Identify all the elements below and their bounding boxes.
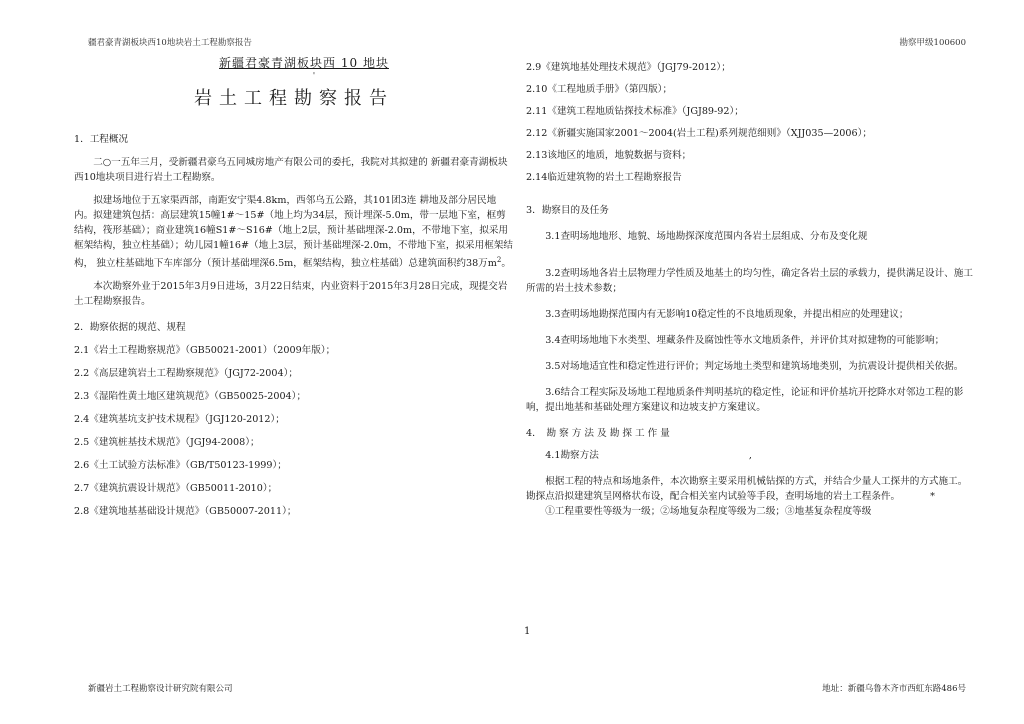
reference-item: 2.7《建筑抗震设计规范》（GB50011-2010）；: [74, 483, 278, 495]
task-item: 3.3查明场地勘探范围内有无影响10稳定性的不良地质现象，并提出相应的处理建议；: [545, 309, 909, 320]
reference-item: 2.13该地区的地质，地貌数据与资料；: [526, 150, 692, 161]
section-4-1-paragraph: [526, 474, 976, 504]
title-mark: ': [312, 71, 316, 80]
header-left-text: 疆君豪青湖板块西10地块岩土工程勘察报告: [88, 38, 252, 48]
area-unit-superscript: 2: [496, 256, 502, 264]
reference-item: 2.12《新疆实施国家2001～2004(岩土工程)系列规范细则》（XJJ035—2006）；: [526, 128, 872, 139]
reference-item: 2.1《岩土工程勘察规范》（GB50021-2001）（2009年版）；: [74, 345, 336, 357]
section-4-heading: 4． 勘 察 方 法 及 勘 探 工 作 量: [526, 428, 670, 439]
section-4-1-mark-2: *: [930, 491, 935, 502]
report-title: 岩土工程勘察报告: [194, 88, 394, 109]
section-2-heading: 2．勘察依据的规范、规程: [74, 322, 186, 334]
section-4-1-paragraph-text: 根据工程的特点和场地条件，本次勘察主要采用机械钻探的方式，并结合少量人工探井的方式施工。勘探点沿拟建建筑呈网格状布设，配合相关室内试验等手段，查明场地的岩土工程条件。: [526, 476, 968, 502]
task-item: 3.4查明场地地下水类型、埋藏条件及腐蚀性等水文地质条件，并评价其对拟建物的可能影响；: [545, 335, 945, 346]
reference-item: 2.5《建筑桩基技术规范》（JGJ94-2008）；: [74, 437, 260, 449]
task-item: 3.2查明场地各岩土层物理力学性质及地基土的均匀性，确定各岩土层的承载力，提供满足设计、施工所需的岩土技术参数；: [526, 268, 973, 294]
reference-item: 2.6《土工试验方法标准》（GB/T50123-1999）；: [74, 460, 287, 472]
task-item: 3.6结合工程实际及场地工程地质条件判明基坑的稳定性，论证和评价基坑开挖降水对邻边工程的影响，提出地基和基础处理方案建议和边坡支护方案建议。: [526, 387, 964, 413]
grade-levels: ①工程重要性等级为一级；②场地复杂程度等级为二级；③地基复杂程度等级: [545, 506, 872, 517]
section-1-paragraph-2-text: 拟建场地位于五家渠西部，南距安宁渠4.8km，西邻乌五公路，其101团3连 耕地及部分居民地内。拟建建筑包括：高层建筑15幢1#～15#（地上均为34层，预计埋深-5.0m，带一层地下室，框剪结构，筏形基础）；商业建筑16幢S1#～S16#（地上2层，预计基础埋深-2.0m，不带地下室，拟采用框架结构，独立柱基础）；幼儿园1幢16#（地上3层，预计基础埋深-2.0m，不带地下室，拟采用框架结构， 独立柱基础地下车库部分（预计基础埋深6.5m，框架结构，独立柱基础）总建筑面积约38万m: [74, 195, 513, 270]
page-number: 1: [524, 626, 531, 637]
footer-left-text: 新疆岩土工程勘察设计研究院有限公司: [88, 684, 233, 694]
section-1-paragraph-1: 二○一五年三月，受新疆君豪乌五同城房地产有限公司的委托，我院对其拟建的 新疆君豪青湖板块西10地块项目进行岩土工程勘察。: [74, 157, 508, 183]
left-column: [74, 52, 514, 527]
footer-right-text: 地址：新疆乌鲁木齐市西虹东路486号: [822, 684, 966, 694]
reference-item: 2.4《建筑基坑支护技术规程》（JGJ120-2012）；: [74, 414, 285, 426]
reference-item: 2.2《高层建筑岩土工程勘察规范》（JGJ72-2004）；: [74, 368, 298, 380]
reference-item: 2.14临近建筑物的岩土工程勘察报告: [526, 172, 682, 183]
task-item: 3.1查明场地地形、地貌、场地勘探深度范围内各岩土层组成、分布及变化规: [545, 231, 868, 242]
reference-item: 2.3《湿陷性黄土地区建筑规范》（GB50025-2004）；: [74, 391, 307, 403]
section-1-paragraph-2-end: 。: [501, 258, 511, 270]
section-4-1-heading: [526, 448, 976, 463]
right-column: [526, 60, 976, 519]
section-1-heading: 1．工程概况: [74, 134, 129, 145]
section-3-heading: 3．勘察目的及任务: [526, 205, 609, 216]
reference-item: 2.10《工程地质手册》（第四版）；: [526, 84, 673, 95]
section-4-1-heading-text: 4.1勘察方法: [545, 450, 599, 461]
project-title: 新疆君豪青湖板块西 10 地块: [219, 56, 389, 70]
task-item: 3.5对场地适宜性和稳定性进行评价；判定场地土类型和建筑场地类别，为抗震设计提供相关依据。: [545, 361, 964, 372]
section-4-1-mark: ,: [748, 450, 752, 461]
reference-item: 2.11《建筑工程地质钻探技术标准》（JGJ89-92）；: [526, 106, 744, 117]
reference-item: 2.8《建筑地基基础设计规范》（GB50007-2011）；: [74, 506, 297, 518]
header-right-text: 勘察甲级100600: [899, 38, 966, 48]
reference-item: 2.9《建筑地基处理技术规范》（JGJ79-2012）；: [526, 62, 731, 73]
section-1-paragraph-2: [74, 193, 514, 271]
section-1-paragraph-3: 本次勘察外业于2015年3月9日进场，3月22日结束，内业资料于2015年3月28日完成，现提交岩土工程勘察报告。: [74, 281, 508, 308]
